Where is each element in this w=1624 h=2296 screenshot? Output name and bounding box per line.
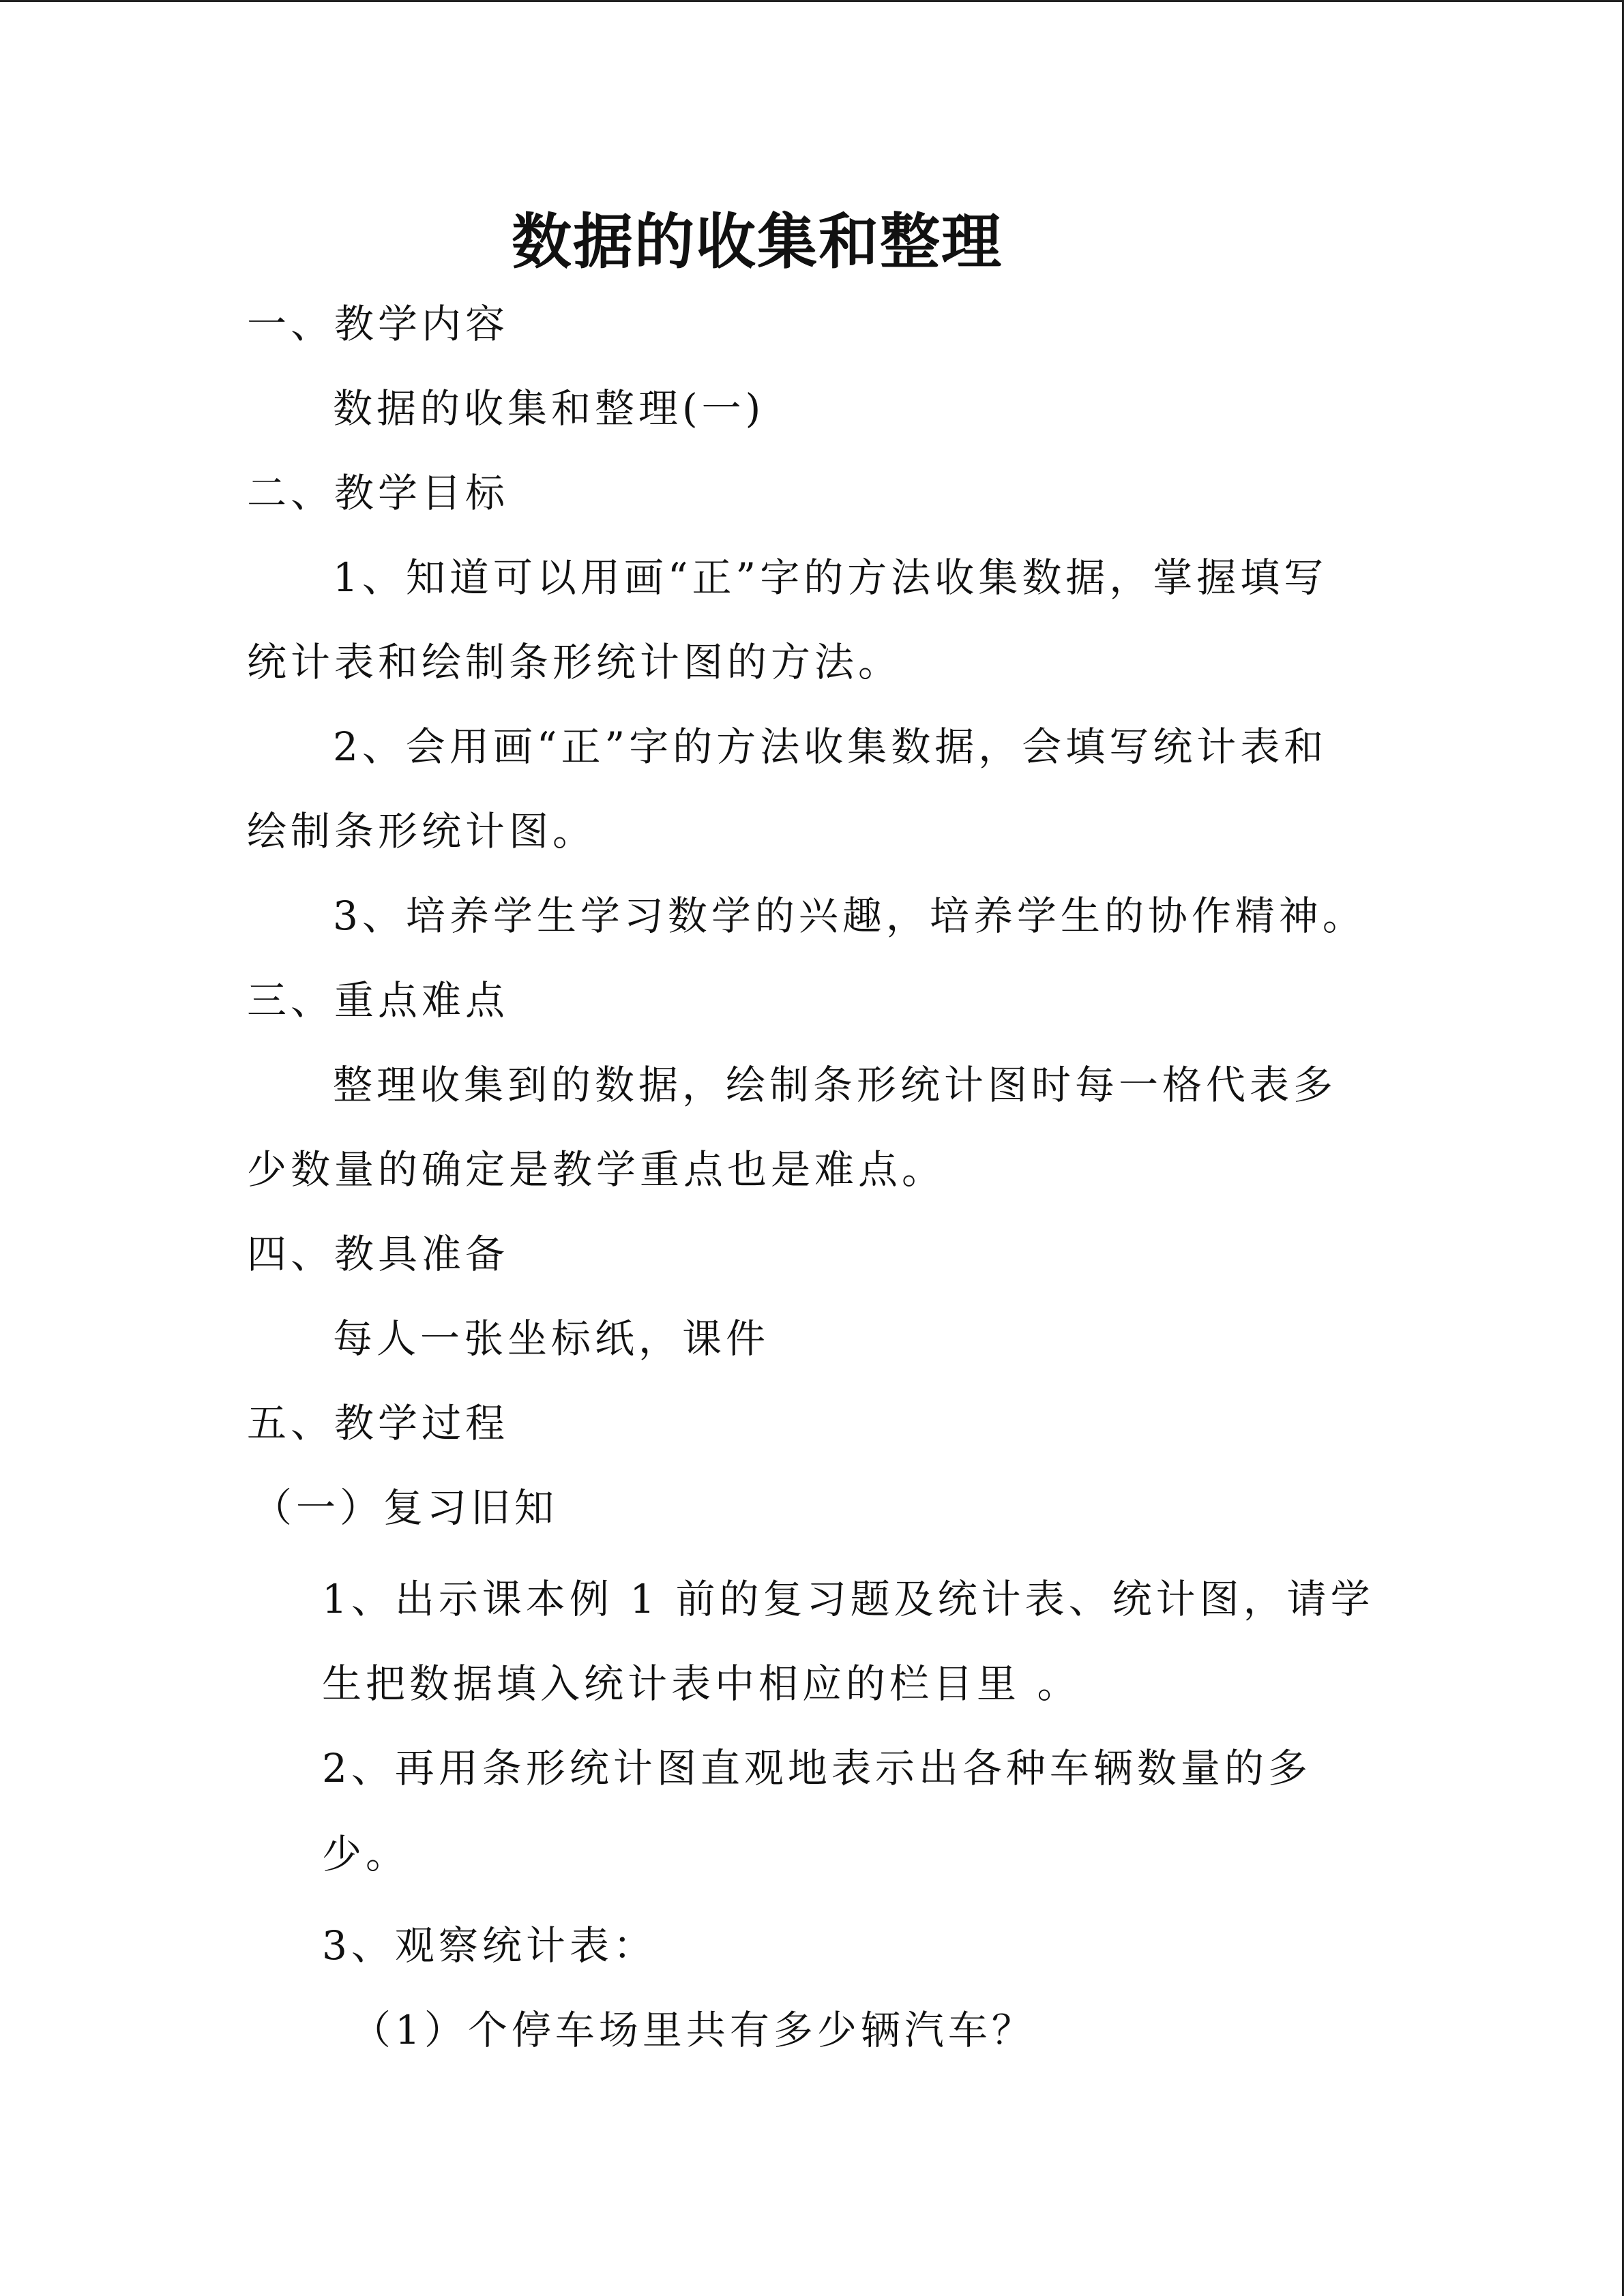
paragraph-review-1-cont: 生把数据填入统计表中相应的栏目里 。 [322,1660,1081,1707]
heading-teaching-process: 五、教学过程 [247,1400,510,1446]
paragraph-goal-2-cont: 绘制条形统计图。 [247,808,597,854]
page-title: 数据的收集和整理 [511,207,1003,277]
paragraph-review-2-cont: 少。 [322,1831,410,1877]
subheading-review: （一）复习旧知 [252,1485,559,1531]
paragraph-review-1: 1、出示课本例 1 前的复习题及统计表、统计图，请学 [322,1576,1374,1622]
paragraph-goal-3: 3、培养学生学习数学的兴趣，培养学生的协作精神。 [333,893,1366,939]
heading-teaching-goals: 二、教学目标 [247,470,510,516]
paragraph-review-3: 3、观察统计表： [322,1922,657,1969]
heading-teaching-content: 一、教学内容 [247,301,510,347]
page-border-top [0,0,1624,2]
paragraph-review-2: 2、再用条形统计图直观地表示出各种车辆数量的多 [322,1745,1312,1791]
paragraph-key-points: 整理收集到的数据，绘制条形统计图时每一格代表多 [333,1062,1338,1108]
paragraph-goal-1: 1、知道可以用画“正”字的方法收集数据，掌握填写 [333,554,1328,601]
paragraph-content: 数据的收集和整理(一) [333,385,765,432]
heading-teaching-aids: 四、教具准备 [247,1231,510,1277]
heading-key-points: 三、重点难点 [247,977,510,1024]
paragraph-goal-1-cont: 统计表和绘制条形统计图的方法。 [247,639,902,685]
paragraph-key-points-cont: 少数量的确定是教学重点也是难点。 [247,1146,946,1193]
paragraph-goal-2: 2、会用画“正”字的方法收集数据，会填写统计表和 [333,724,1328,770]
paragraph-teaching-aids: 每人一张坐标纸，课件 [333,1315,770,1362]
question-1: （1）个停车场里共有多少辆汽车？ [351,2007,1035,2053]
